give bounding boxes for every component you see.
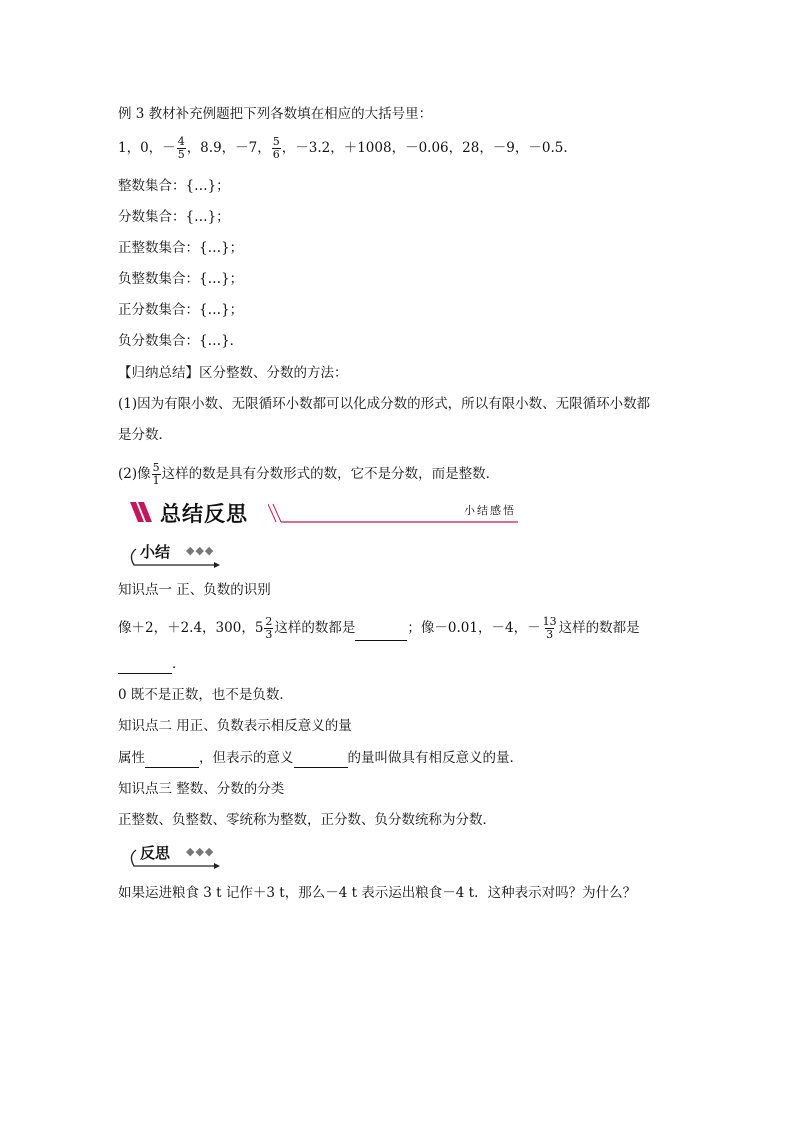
- diamonds-icon: ◆◆◆: [186, 544, 215, 557]
- number-list-end: .: [563, 140, 568, 156]
- knowledge-point-3-body: 正整数、负整数、零统称为整数，正分数、负分数统称为分数．: [118, 812, 496, 828]
- subheading-xiaojie: [126, 541, 246, 569]
- blank-positive-numbers[interactable]: [355, 626, 407, 641]
- zero-statement: 0 既不是正数，也不是负数．: [118, 687, 293, 703]
- number-list-part-a: 1，0，－: [118, 140, 176, 156]
- diamonds-icon: ◆◆◆: [186, 845, 215, 858]
- knowledge-point-1-blank-line: ．: [118, 654, 186, 674]
- knowledge-point-2-body: 属性 ，但表示的意义 的量叫做具有相反意义的量．: [118, 750, 523, 766]
- number-list-part-b: ，8.9，－7，: [186, 140, 271, 156]
- set-positive-fractions: 正分数集合：{…}；: [118, 302, 244, 318]
- set-negative-fractions: 负分数集合：{…}．: [118, 333, 244, 349]
- summary-note-heading: 【归纳总结】区分整数、分数的方法：: [118, 365, 348, 381]
- summary-note-p2: (2)像 $\frac{5}{1}$ 这样的数是具有分数形式的数，它不是分数，而是整数．: [118, 461, 500, 487]
- knowledge-point-2-title: 知识点二 用正、负数表示相反意义的量: [118, 718, 352, 734]
- example-title: 例 3 教材补充例题把下列各数填在相应的大括号里：: [118, 106, 433, 122]
- banner-subtitle: 小结感悟: [464, 504, 516, 517]
- set-positive-integers: 正整数集合：{…}；: [118, 240, 244, 256]
- number-list: [118, 136, 568, 161]
- blank-negative-numbers[interactable]: [118, 659, 172, 674]
- fraction-13-3: $\frac{13}{3}$: [542, 615, 557, 641]
- set-integers: 整数集合：{…}；: [118, 178, 230, 194]
- slash-decoration-icon: [128, 500, 154, 524]
- fraction-5-6: $\frac{5}{6}$: [272, 135, 280, 161]
- number-list-part-c: ，－3.2，＋1008，－0.06，28，－9，－0.: [281, 140, 555, 156]
- fraction-5-1: $\frac{5}{1}$: [152, 461, 160, 487]
- summary-note-p1-line1: (1)因为有限小数、无限循环小数都可以化成分数的形式，所以有限小数、无限循环小数都: [118, 396, 651, 412]
- fraction-2-3: $\frac{2}{3}$: [265, 615, 273, 641]
- set-negative-integers: 负整数集合：{…}；: [118, 271, 244, 287]
- knowledge-point-1-title: 知识点一 正、负数的识别: [118, 582, 271, 598]
- banner-title: 总结反思: [160, 502, 248, 526]
- repeating-digit: 5 .: [555, 140, 564, 156]
- subheading-fansi: [126, 842, 246, 870]
- fraction-4-5: $\frac{4}{5}$: [177, 135, 185, 161]
- blank-attribute[interactable]: [145, 753, 199, 768]
- set-fractions: 分数集合：{…}；: [118, 209, 230, 225]
- knowledge-point-1-body: 像＋2，＋2.4，300，5 $\frac{2}{3}$ 这样的数都是 ；像－0.01，－4，－ $\frac{13}{3}$ 这样的数都是: [118, 615, 640, 641]
- section-banner: [128, 498, 518, 528]
- xiaojie-label: 小结: [140, 543, 171, 561]
- summary-note-p1-line2: 是分数．: [118, 427, 172, 443]
- fansi-label: 反思: [140, 844, 171, 862]
- blank-meaning[interactable]: [294, 753, 348, 768]
- knowledge-point-3-title: 知识点三 整数、分数的分类: [118, 781, 285, 797]
- reflection-question: 如果运进粮食 3 t 记作＋3 t，那么－4 t 表示运出粮食－4 t．这种表示对吗？为什么？: [118, 885, 637, 901]
